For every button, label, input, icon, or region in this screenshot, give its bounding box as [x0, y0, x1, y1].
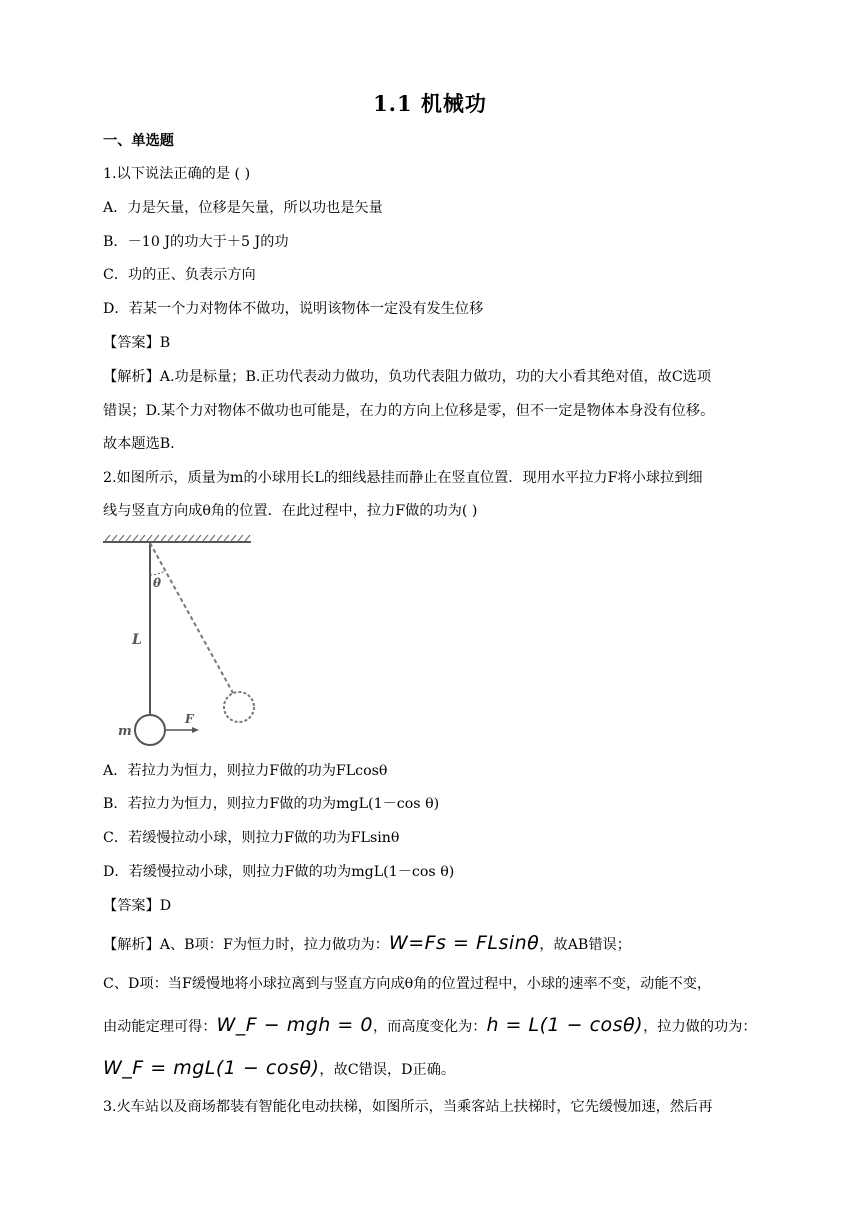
- force-label: F: [185, 712, 194, 726]
- q1-explanation-line-3: 故本题选B.: [103, 436, 175, 452]
- q1-explanation-line-1: 【解析】A.功是标量；B.正功代表动力做功，负功代表阻力做功，功的大小看其绝对值，故C选项: [103, 369, 712, 385]
- q1-option-c: C．功的正、负表示方向: [103, 267, 256, 283]
- q2-explanation-line-3: [103, 1015, 757, 1037]
- tilted-string: [150, 543, 233, 693]
- q2-answer: 【答案】D: [103, 898, 172, 914]
- q2-explanation-line-2: C、D项：当F缓慢地将小球拉离到与竖直方向成θ角的位置过程中，小球的速率不变，动能不变，: [103, 976, 712, 992]
- q2-explanation-line-1: [103, 933, 631, 955]
- q2-exp3-mid: ，而高度变化为：: [372, 1019, 487, 1035]
- q2-exp3-suffix: ，拉力做的功为：: [643, 1019, 757, 1035]
- q1-stem: 1.以下说法正确的是 ( ): [103, 166, 251, 182]
- q1-explanation-line-2: 错误；D.某个力对物体不做功也可能是，在力的方向上位移是零，但不一定是物体本身没有位移。: [103, 403, 715, 419]
- q2-exp1-text: 【解析】A、B项：F为恒力时，拉力做功为：: [103, 937, 389, 953]
- theta-label: θ: [153, 576, 162, 590]
- q1-option-b: B．－10 J的功大于＋5 J的功: [103, 234, 289, 250]
- force-arrow-head: [192, 727, 199, 733]
- q2-stem-line-1: 2.如图所示，质量为m的小球用长L的细线悬挂而静止在竖直位置．现用水平拉力F将小球拉到细: [103, 470, 703, 486]
- ball-initial: [135, 715, 165, 745]
- q2-explanation-line-4: [103, 1058, 455, 1080]
- q2-stem-line-2: 线与竖直方向成θ角的位置．在此过程中，拉力F做的功为( ): [103, 503, 478, 519]
- mass-label: m: [118, 724, 132, 739]
- q1-answer: 【答案】B: [103, 335, 171, 351]
- q2-exp4-suffix: ，故C错误，D正确。: [319, 1062, 456, 1078]
- q2-exp3-formula-2: h = L(1 − cosθ): [486, 1014, 644, 1036]
- q2-option-c: C．若缓慢拉动小球，则拉力F做的功为FLsinθ: [103, 830, 400, 846]
- q2-exp1-suffix: ，故AB错误；: [539, 937, 631, 953]
- ball-displaced: [224, 692, 254, 722]
- q1-option-a: A．力是矢量，位移是矢量，所以功也是矢量: [103, 200, 383, 216]
- q2-exp3-text: 由动能定理可得：: [103, 1019, 217, 1035]
- q2-option-b: B．若拉力为恒力，则拉力F做的功为mgL(1－cos θ): [103, 796, 440, 812]
- q2-option-a: A．若拉力为恒力，则拉力F做的功为FLcosθ: [103, 763, 388, 779]
- ceiling-hatch: [105, 535, 250, 541]
- page-title: 1.1 机械功: [373, 91, 487, 116]
- q3-stem-line-1: 3.火车站以及商场都装有智能化电动扶梯，如图所示，当乘客站上扶梯时，它先缓慢加速，然后再: [103, 1099, 713, 1115]
- section-heading: 一、单选题: [103, 133, 174, 149]
- pendulum-figure: [103, 534, 263, 752]
- q2-exp3-formula-1: W_F − mgh = 0: [216, 1014, 373, 1036]
- q2-exp4-formula: W_F = mgL(1 − cosθ): [103, 1057, 320, 1079]
- q2-option-d: D．若缓慢拉动小球，则拉力F做的功为mgL(1－cos θ): [103, 864, 455, 880]
- q2-exp1-formula: W=Fs = FLsinθ: [388, 932, 540, 954]
- angle-arc: [150, 571, 165, 575]
- q1-option-d: D．若某一个力对物体不做功，说明该物体一定没有发生位移: [103, 301, 484, 317]
- length-label: L: [132, 632, 142, 648]
